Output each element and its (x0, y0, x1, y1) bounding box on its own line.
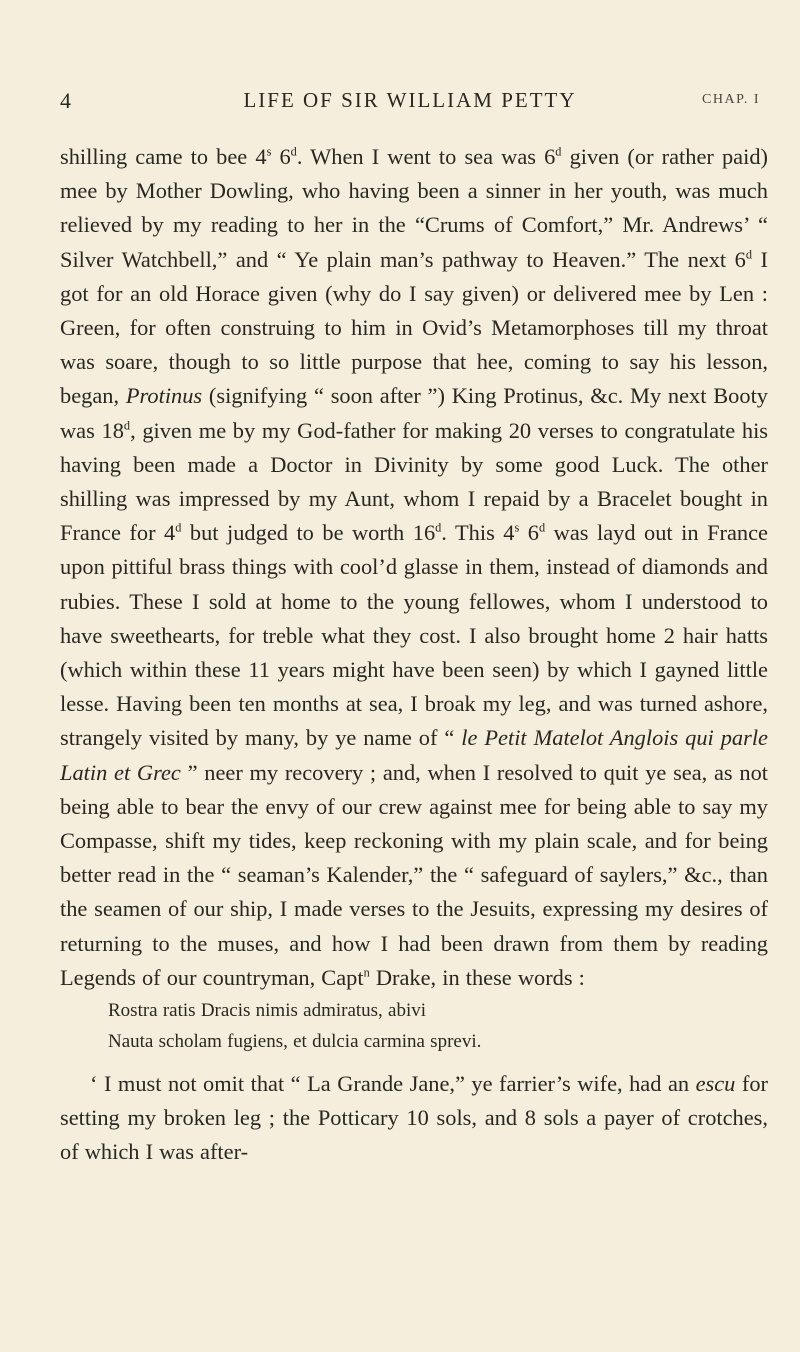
superscript: n (363, 965, 370, 980)
text-run: 6 (271, 144, 291, 169)
text-run: but judged to be worth 16 (181, 520, 436, 546)
text-run: Drake, in these words : (369, 964, 585, 990)
text-run: , given me by my God-father for making 20 verses to congratulate his having been made a Doctor in Divinity by some good Luck. The other shilling was impressed by my Aunt, whom I repaid by a Bracelet bought in France for 4 (60, 417, 769, 546)
superscript: d (539, 520, 546, 535)
superscript: d (745, 247, 753, 262)
text-run: 6 (519, 520, 539, 546)
superscript: s (266, 144, 272, 159)
text-run: was layd out in France upon pittiful brass things with cool’d glasse in them, instead of diamonds and rubies. These I sold at home to the young fellowes, whom I understood to have sweethearts, for treble what they cost. I also brought home 2 hair hatts (which within these 11 years might have been seen) by which I gayned little lesse. Having been ten months at sea, I broak my leg, and was turned ashore, strangely visited by many, by ye name of “ (60, 520, 768, 751)
page-number: 4 (60, 88, 71, 113)
italic-text: Protinus (125, 383, 203, 409)
text-run: (signifying “ soon after ”) King Protinus, &c. My next Booty was 18 (60, 383, 768, 443)
body-text (60, 140, 768, 1170)
running-head (60, 88, 760, 118)
superscript: d (555, 144, 562, 159)
verse-line: Rostra ratis Dracis nimis admiratus, abivi (108, 1000, 427, 1022)
superscript: d (290, 144, 297, 159)
text-run: I got for an old Horace given (why do I say given) or delivered mee by Len : Green, for often construing to him in Ovid’s Metamorphoses till my throat was soare, though to so little purpose that hee, coming to say his lesson, began, (60, 246, 768, 409)
italic-text: le Petit Matelot Anglois qui parle Latin et Grec (60, 725, 768, 785)
text-run: ” neer my recovery ; and, when I resolved to quit ye sea, as not being able to bear the envy of our crew against mee for being able to say my Compasse, shift my tides, keep reckoning with my plain scale, and for being better read in the “ seaman’s Kalender,” the “ safeguard of saylers,” &c., than the seamen of our ship, I made verses to the Jesuits, expressing my desires of returning to the muses, and how I had been drawn from them by reading Legends of our countryman, Capt (60, 759, 768, 990)
text-run: . This 4 (441, 520, 515, 546)
superscript: d (435, 520, 442, 535)
text-run: ‘ I must not omit that “ La Grande Jane,” ye farrier’s wife, had an (90, 1071, 696, 1097)
text-run: shilling came to bee 4 (60, 144, 267, 169)
superscript: s (514, 520, 520, 535)
superscript: d (123, 418, 131, 433)
text-run: for setting my broken leg ; the Potticary 10 sols, and 8 sols a payer of crotches, of which I was after- (60, 1071, 768, 1165)
text-run: . When I went to sea was 6 (296, 144, 556, 169)
superscript: d (175, 520, 182, 535)
chapter-label: CHAP. I (702, 92, 760, 107)
italic-text: escu (695, 1071, 736, 1097)
verse-line: Nauta scholam fugiens, et dulcia carmina sprevi. (108, 1031, 482, 1053)
paragraph-main (60, 140, 768, 995)
paragraph-second (60, 1067, 768, 1170)
latin-verse (108, 995, 768, 1057)
text-run: given (or rather paid) mee by Mother Dowling, who having been a sinner in her youth, was much relieved by my reading to her in the “Crums of Comfort,” Mr. Andrews’ “ Silver Watchbell,” and “ Ye plain man’s pathway to Heaven.” The next 6 (60, 144, 768, 272)
running-title: LIFE OF SIR WILLIAM PETTY (243, 88, 577, 112)
